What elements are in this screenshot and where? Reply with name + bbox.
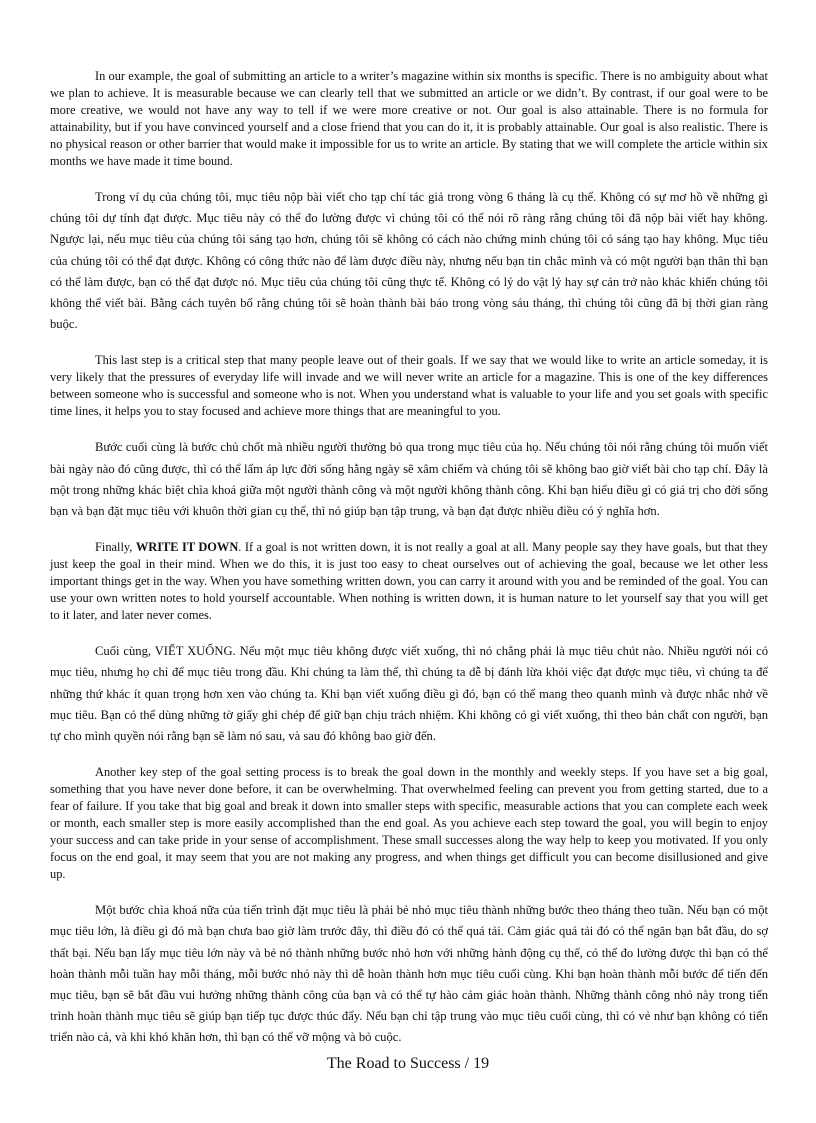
page-footer: The Road to Success / 19 [326, 1055, 490, 1072]
paragraph-break-down-vi: Một bước chìa khoá nữa của tiến trình đặt mục tiêu là phải bẻ nhỏ mục tiêu thành những bước theo tháng theo tuần. Nếu bạn có một mục tiêu lớn, là điều gì đó mà bạn chưa bao giờ làm trước đây, thì điều đó có thể quá tải. Cảm giác quá tải đó có thể ngăn bạn bắt đầu, do sợ thất bại. Nếu bạn lấy mục tiêu lớn này và bẻ nó thành những bước nhỏ hơn với những hành động cụ thể, có thể đo lường được thì bạn có thể hoàn thành mỗi tuần hay mỗi tháng, mỗi bước nhỏ này thì dễ hoàn thành hơn mục tiêu cuối cùng. Khi bạn hoàn thành mỗi bước để tiến đến mục tiêu, bạn sẽ bắt đầu vui hưởng những thành công của bạn và có thể tự hào cảm giác hoàn thành. Những thành công nhỏ này trong tiến trình hoàn thành mục tiêu sẽ giúp bạn tiếp tục được thúc đẩy. Nếu bạn chỉ tập trung vào mục tiêu cuối cùng, thì có vẻ như bạn không có tiến triển nào cả, và khi khó khăn hơn, thì bạn có thể vỡ mộng và bỏ cuộc. [50, 903, 768, 1045]
paragraph-write-it-down-en [50, 539, 768, 624]
paragraph-time-bound-en: This last step is a critical step that many people leave out of their goals. If we say that we would like to write an article someday, it is very likely that the pressures of everyday life will invade and we will never write an article for a magazine. This is one of the key differences between someone who is successful and someone who is not. When you understand what is valuable to your life and you set goals with specific time lines, it helps you to stay focused and achieve more things that are meaningful to you. [50, 353, 768, 419]
paragraph-break-down-en: Another key step of the goal setting process is to break the goal down in the monthly and weekly steps. If you have set a big goal, something that you have never done before, it can be overwhelming. That overwhelmed feeling can prevent you from getting started, due to a fear of failure. If you take that big goal and break it down into smaller steps with specific, measurable actions that you can complete each week or month, each smaller step is more easily accomplished than the end goal. As you achieve each step toward the goal, you will begin to enjoy your success and can take pride in your sense of accomplishment. These small successes along the way help to keep you motivated. If you only focus on the end goal, it may seem that you are not making any progress, and when things get difficult you can become disillusioned and give up. [50, 765, 768, 882]
page-body [50, 68, 768, 1066]
paragraph-write-it-down-vi: Cuối cùng, VIẾT XUỐNG. Nếu một mục tiêu không được viết xuống, thì nó chẳng phải là mục tiêu chút nào. Nhiều người nói có mục tiêu, nhưng họ chỉ để mục tiêu trong đầu. Khi chúng ta làm thế, thì chúng ta dễ bị đánh lừa khỏi việc đạt được mục tiêu, vì chúng ta để những thứ khác ít quan trọng hơn xen vào chúng ta. Khi bạn viết xuống điều gì đó, bạn có thể mang theo quanh mình và được nhắc nhở về mục tiêu. Bạn có thể dùng những tờ giấy ghi chép để giữ bạn chịu trách nhiệm. Khi không có gì viết xuống, thì theo bản chất con người, bạn tự cho mình quyền nói rằng bạn sẽ làm nó sau, và sau đó không bao giờ đến. [50, 644, 768, 744]
paragraph-time-bound-vi: Bước cuối cùng là bước chủ chốt mà nhiều người thường bỏ qua trong mục tiêu của họ. Nếu chúng tôi nói rằng chúng tôi muốn viết bài ngày nào đó cũng được, thì có thể lấm áp lực đời sống hằng ngày sẽ xâm chiếm và chúng tôi sẽ không bao giờ viết bài cho tạp chí. Đây là một trong những khác biệt chìa khoá giữa một người thành công và một người không thành công. Khi bạn hiểu điều gì có giá trị cho đời sống bạn và bạn đặt mục tiêu với khuôn thời gian cụ thể, thì nó giúp bạn tập trung, và bạn đạt được nhiều điều có ý nghĩa hơn. [50, 440, 768, 519]
paragraph-lead-in: Finally, [95, 540, 136, 555]
write-it-down-heading: WRITE IT DOWN [135, 540, 239, 555]
paragraph-body: . If a goal is not written down, it is not really a goal at all. Many people say they have goals, but that they just keep the goal in their mind. When we do this, it is just too easy to cheat ourselves out of achieving the goal, because we let other less important things get in the way. When you have something written down, you can carry it around with you and be reminded of the goal. You can use your own written notes to hold yourself accountable. When nothing is written down, it is human nature to let yourself say that you will get to it later, and later never comes. [50, 540, 768, 623]
paragraph-smart-goal-vi: Trong ví dụ của chúng tôi, mục tiêu nộp bài viết cho tạp chí tác giả trong vòng 6 tháng là cụ thể. Không có sự mơ hồ về những gì chúng tôi dự tính đạt được. Mục tiêu này có thể đo lường được vì chúng tôi có thể nói rõ ràng rằng chúng tôi đã nộp bài viết hay không. Ngược lại, nếu mục tiêu của chúng tôi sáng tạo hơn, chúng tôi sẽ không có cách nào chứng minh chúng tôi có sáng tạo hay không. Mục tiêu của chúng tôi có thể đạt được. Không có công thức nào để làm được điều này, nhưng nếu bạn tin chắc mình và có một người bạn thân thì bạn có thể làm được, bạn có thể đạt được nó. Mục tiêu của chúng tôi cũng thực tế. Không có lý do vật lý hay sự cản trở nào khác khiến chúng tôi không thể viết bài. Bằng cách tuyên bố rằng chúng tôi sẽ hoàn thành bài báo trong vòng sáu tháng, thì chúng tôi cũng đã bị thời gian ràng buộc. [50, 190, 768, 332]
paragraph-smart-goal-en: In our example, the goal of submitting an article to a writer’s magazine within six months is specific. There is no ambiguity about what we plan to achieve. It is measurable because we can clearly tell that we submitted an article or we didn’t. By contrast, if our goal were to be more creative, we would not have any way to tell if we were more creative or not. Our goal is also attainable. There is no formula for attainability, but if you have convinced yourself and a close friend that you can do it, it is probably attainable. Our goal is also realistic. There is no physical reason or other barrier that would make it impossible for us to write an article. By stating that we will complete the article within six months we have made it time bound. [50, 69, 768, 168]
